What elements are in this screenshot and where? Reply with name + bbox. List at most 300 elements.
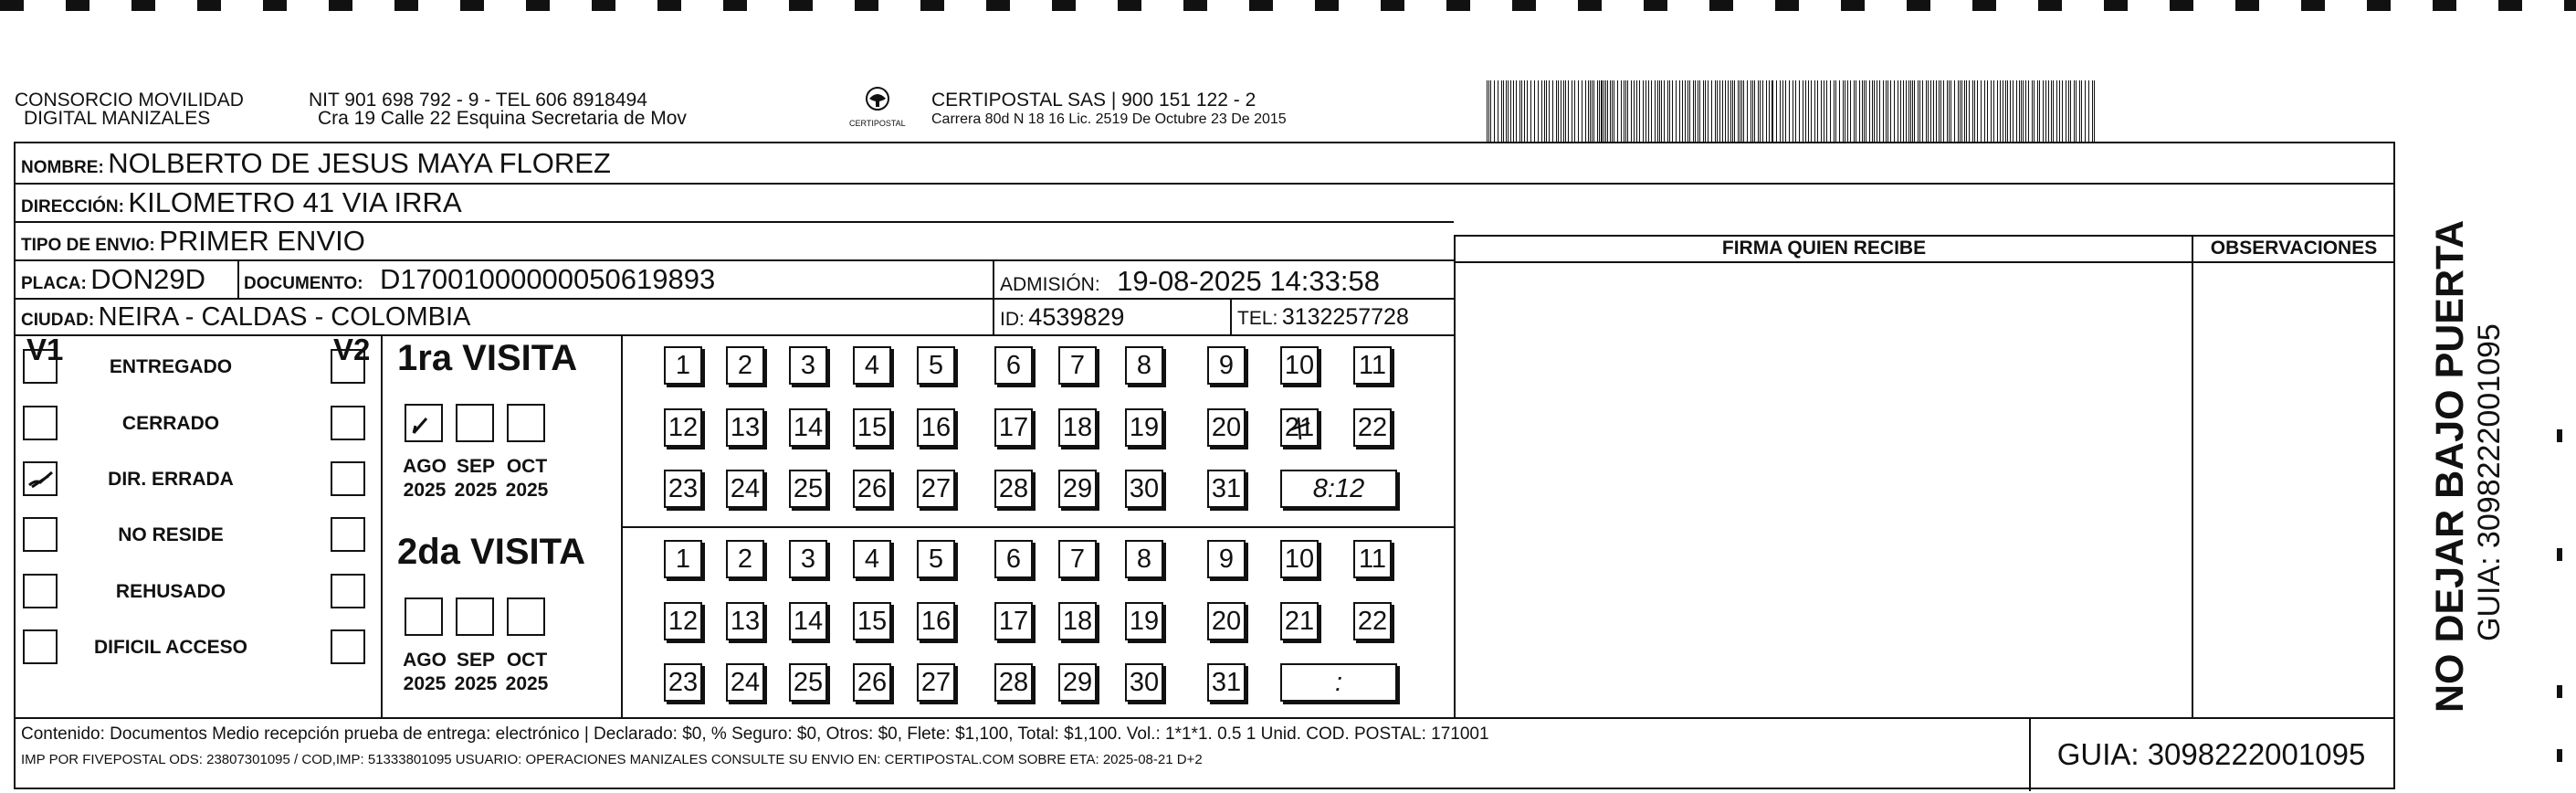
barcode-bar [1669, 80, 1670, 143]
first-visit-day-box[interactable]: 17 [994, 408, 1033, 447]
barcode-bar [2007, 80, 2008, 143]
barcode-bar [1667, 80, 1668, 143]
placa-value: DON29D [90, 263, 205, 295]
tel-label: TEL: [1237, 308, 1278, 329]
second-visit-day-box[interactable]: 22 [1353, 602, 1392, 640]
first-visit-day-box[interactable]: 7 [1058, 346, 1097, 385]
barcode-bar [1672, 80, 1673, 143]
first-visit-day-box[interactable]: 2 [726, 346, 764, 385]
barcode-bar [1631, 80, 1632, 143]
barcode-bar [1588, 80, 1589, 143]
barcode-bar [1926, 80, 1927, 143]
barcode-bar [1703, 80, 1704, 143]
tipo-envio-row [21, 223, 365, 265]
barcode-bar [1814, 80, 1815, 143]
first-visit-day-box[interactable]: 21 [1280, 408, 1319, 447]
barcode-bar [1930, 80, 1931, 143]
status-label: CERRADO [121, 413, 220, 434]
barcode-bar [1826, 80, 1827, 143]
footer-imp-line: IMP POR FIVEPOSTAL ODS: 23807301095 / COD,IMP: 51333801095 USUARIO: OPERACIONES MANIZALES CONSULTE SU ENVIO EN: CERTIPOSTAL.COM SOBRE ETA: 2025-08-21 D+2 [21, 752, 1203, 767]
barcode-bar [1593, 80, 1594, 143]
barcode-bar [2088, 80, 2089, 143]
barcode-bar [1563, 80, 1564, 143]
second-visit-day-box[interactable]: 2 [726, 540, 764, 578]
barcode-bar [1805, 80, 1806, 143]
barcode-bar [1643, 80, 1644, 143]
barcode-bar [1762, 80, 1763, 143]
first-visit-day-box[interactable]: 15 [853, 408, 891, 447]
barcode-bar [1541, 80, 1542, 143]
first-visit-day-box[interactable]: 6 [994, 346, 1033, 385]
barcode-bar [1958, 80, 1959, 143]
barcode-bar [1597, 80, 1598, 143]
barcode-bar [1682, 80, 1683, 143]
company-address: Cra 19 Calle 22 Esquina Secretaria de Mov [318, 108, 687, 129]
barcode-bar [1599, 80, 1600, 143]
placa-cell [21, 261, 205, 303]
barcode-bar [1627, 80, 1628, 143]
status-label: DIFICIL ACCESO [93, 637, 247, 658]
barcode-bar [1743, 80, 1744, 143]
barcode-bar [1603, 80, 1604, 143]
year-label: 2025 [454, 673, 498, 694]
month-label: SEP [456, 456, 496, 477]
barcode-bar [1685, 80, 1686, 143]
barcode-bar [1910, 80, 1911, 143]
barcode-bar [1969, 80, 1970, 143]
barcode-bar [1997, 80, 1998, 143]
barcode-bar [1993, 80, 1994, 143]
barcode-bar [2079, 80, 2080, 143]
first-visit-day-box[interactable]: 27 [917, 470, 955, 508]
barcode-bar [1722, 80, 1723, 143]
barcode-bar [2023, 80, 2024, 143]
second-visit-day-box[interactable]: 11 [1353, 540, 1392, 578]
month-label: AGO [403, 456, 447, 477]
barcode-bar [1590, 80, 1591, 143]
barcode-bar [1914, 80, 1915, 143]
barcode-bar [1605, 80, 1606, 143]
barcode-bar [1527, 80, 1528, 143]
barcode-bar [1894, 80, 1895, 143]
id-cell [1000, 299, 1124, 340]
barcode-bar [1556, 80, 1557, 143]
barcode-bar [1519, 80, 1520, 143]
barcode-bar [2019, 80, 2020, 143]
barcode-bar [1549, 80, 1550, 143]
side-warning: NO DEJAR BAJO PUERTA [2428, 219, 2472, 713]
first-visit-day-box[interactable]: 3 [789, 346, 827, 385]
barcode-bar [1799, 80, 1800, 143]
barcode-bar [1521, 80, 1522, 143]
month-label: OCT [506, 456, 548, 477]
barcode-bar [1717, 80, 1718, 143]
barcode-bar [2056, 80, 2057, 143]
second-visit-time-box[interactable]: : [1280, 663, 1397, 702]
barcode-bar [2005, 80, 2006, 143]
barcode-bar [1510, 80, 1511, 143]
barcode-bar [1808, 80, 1809, 143]
second-visit-day-box[interactable]: 10 [1280, 540, 1319, 578]
first-visit-day-box[interactable]: 9 [1207, 346, 1246, 385]
barcode-bar [2032, 80, 2033, 143]
tel-cell [1237, 299, 1409, 339]
status-label: DIR. ERRADA [108, 469, 234, 490]
first-visit-day-box[interactable]: 14 [789, 408, 827, 447]
barcode-bar [1991, 80, 1992, 143]
barcode-bar [2021, 80, 2022, 143]
second-visit-day-box[interactable]: 13 [726, 602, 764, 640]
barcode-bar [1874, 80, 1875, 143]
second-visit-day-box[interactable]: 21 [1280, 602, 1319, 640]
barcode-bar [1981, 80, 1982, 143]
barcode-bar [1695, 80, 1696, 143]
barcode-bar [1689, 80, 1690, 143]
year-label: 2025 [403, 673, 447, 694]
barcode-bar [2025, 80, 2026, 143]
barcode-bar [1661, 80, 1662, 143]
second-visit-day-box[interactable]: 25 [789, 663, 827, 702]
barcode-bar [2085, 80, 2086, 143]
barcode-bar [1887, 80, 1888, 143]
side-panel [2424, 219, 2534, 713]
barcode-bar [1664, 80, 1665, 143]
v2-checkbox[interactable] [331, 406, 365, 440]
second-visit-day-box[interactable]: 12 [664, 602, 702, 640]
first-visit-day-box[interactable]: 1 [664, 346, 702, 385]
first-visit-title: 1ra VISITA [397, 338, 578, 378]
barcode-bar [1574, 80, 1575, 143]
barcode-bar [1501, 80, 1502, 143]
first-visit-day-box[interactable]: 4 [853, 346, 891, 385]
barcode-bar [1538, 80, 1539, 143]
edge-mark [2557, 749, 2562, 762]
barcode-bar [1578, 80, 1579, 143]
barcode-bar [1752, 80, 1753, 143]
barcode-bar [1890, 80, 1891, 143]
barcode-bar [1922, 80, 1923, 143]
first-month-box[interactable] [507, 404, 545, 442]
v2-label: V2 [333, 333, 371, 366]
second-visit-day-box[interactable]: 20 [1207, 602, 1246, 640]
second-month-box[interactable] [405, 597, 443, 636]
first-visit-day-box[interactable]: 29 [1058, 470, 1097, 508]
first-visit-day-box[interactable]: 26 [853, 470, 891, 508]
barcode-bar [1839, 80, 1840, 143]
barcode-bar [1648, 80, 1649, 143]
id-value: 4539829 [1028, 303, 1125, 331]
barcode-bar [1854, 80, 1855, 143]
logo-caption: CERTIPOSTAL [849, 119, 906, 128]
first-visit-day-box[interactable]: 5 [917, 346, 955, 385]
second-visit-day-box[interactable]: 15 [853, 602, 891, 640]
barcode-bar [1906, 80, 1907, 143]
barcode-bar [1610, 80, 1611, 143]
first-visit-day-box[interactable]: 23 [664, 470, 702, 508]
second-visit-day-box[interactable]: 7 [1058, 540, 1097, 578]
year-label: 2025 [505, 480, 549, 501]
barcode-bar [2048, 80, 2049, 143]
barcode-bar [1883, 80, 1884, 143]
barcode-bar [2074, 80, 2075, 143]
barcode-bar [1645, 80, 1646, 143]
direccion-row [21, 185, 462, 227]
second-month-box[interactable] [507, 597, 545, 636]
second-visit-day-box[interactable]: 6 [994, 540, 1033, 578]
barcode-bar [1919, 80, 1920, 143]
barcode-bar [1835, 80, 1836, 143]
barcode-bar [2034, 80, 2035, 143]
barcode-bar [2016, 80, 2017, 143]
observaciones-label: OBSERVACIONES [2210, 238, 2378, 259]
nombre-row [21, 145, 611, 187]
footer-contenido: Contenido: Documentos Medio recepción prueba de entrega: electrónico | Declarado: $0, % Seguro: $0, Otros: $0, Flete: $1,100, Total: $1,100. Vol.: 1*1*1. 0.5 1 Unid. COD. POSTAL: 171001 [21, 724, 1489, 744]
first-visit-day-box[interactable]: 25 [789, 470, 827, 508]
barcode-bar [1987, 80, 1988, 143]
barcode-bar [1651, 80, 1652, 143]
first-visit-day-box[interactable]: 20 [1207, 408, 1246, 447]
barcode-bar [1558, 80, 1559, 143]
barcode-bar [1936, 80, 1937, 143]
second-visit-day-box[interactable]: 16 [917, 602, 955, 640]
barcode-bar [1782, 80, 1783, 143]
company-name-line1: CONSORCIO MOVILIDAD [15, 90, 244, 111]
first-visit-day-box[interactable]: 24 [726, 470, 764, 508]
barcode-bar [1886, 80, 1887, 143]
barcode-bar [1693, 80, 1694, 143]
month-label: SEP [456, 650, 496, 671]
barcode-bar [1879, 80, 1880, 143]
barcode-bar [2092, 80, 2093, 143]
edge-mark [2557, 548, 2562, 561]
barcode-bar [1585, 80, 1586, 143]
barcode-bar [2076, 80, 2077, 143]
barcode-bar [1488, 80, 1489, 143]
first-visit-day-box[interactable]: 13 [726, 408, 764, 447]
v2-checkbox[interactable] [331, 517, 365, 552]
barcode-bar [2039, 80, 2040, 143]
barcode [1487, 80, 2098, 143]
first-visit-day-box[interactable]: 19 [1125, 408, 1163, 447]
second-visit-day-box[interactable]: 1 [664, 540, 702, 578]
first-visit-day-box[interactable]: 18 [1058, 408, 1097, 447]
month-label: OCT [506, 650, 548, 671]
second-visit-day-box[interactable]: 9 [1207, 540, 1246, 578]
barcode-bar [1780, 80, 1781, 143]
documento-value: D17001000000050619893 [380, 263, 716, 295]
barcode-bar [1655, 80, 1656, 143]
barcode-bar [1592, 80, 1593, 143]
company-nit: NIT 901 698 792 - 9 - TEL 606 8918494 [309, 90, 647, 111]
barcode-bar [1508, 80, 1509, 143]
second-visit-day-box[interactable]: 31 [1207, 663, 1246, 702]
barcode-bar [1862, 80, 1863, 143]
ciudad-row [21, 299, 470, 340]
first-visit-day-box[interactable]: 10 [1280, 346, 1319, 385]
barcode-bar [1552, 80, 1553, 143]
barcode-bar [1601, 80, 1603, 143]
first-visit-day-box[interactable]: 8 [1125, 346, 1163, 385]
v2-checkbox[interactable] [331, 349, 365, 384]
barcode-bar [1869, 80, 1870, 143]
second-visit-day-box[interactable]: 30 [1125, 663, 1163, 702]
barcode-bar [2059, 80, 2060, 143]
barcode-bar [1544, 80, 1545, 143]
guia-box: GUIA: 3098222001095 [2056, 736, 2366, 771]
barcode-bar [1513, 80, 1514, 143]
side-guia: GUIA: 3098222001095 [2472, 323, 2507, 641]
second-visit-day-box[interactable]: 19 [1125, 602, 1163, 640]
certipostal-logo [849, 84, 906, 131]
second-visit-day-box[interactable]: 8 [1125, 540, 1163, 578]
second-month-box[interactable] [456, 597, 494, 636]
barcode-bar [1754, 80, 1755, 143]
first-visit-day-box[interactable]: 16 [917, 408, 955, 447]
barcode-bar [1817, 80, 1818, 143]
barcode-bar [1960, 80, 1961, 143]
barcode-bar [1940, 80, 1941, 143]
barcode-bar [2010, 80, 2011, 143]
barcode-bar [1621, 80, 1622, 143]
first-visit-day-box[interactable]: 11 [1353, 346, 1392, 385]
firma-label: FIRMA QUIEN RECIBE [1721, 238, 1927, 259]
check-mark-icon [406, 406, 441, 440]
barcode-bar [1607, 80, 1608, 143]
first-visit-day-box[interactable]: 31 [1207, 470, 1246, 508]
barcode-bar [1903, 80, 1904, 143]
barcode-bar [1966, 80, 1967, 143]
status-label: ENTREGADO [109, 356, 233, 377]
barcode-bar [2094, 80, 2095, 143]
barcode-bar [1705, 80, 1706, 143]
observaciones-area[interactable] [2194, 263, 2393, 715]
barcode-bar [1830, 80, 1831, 143]
first-visit-day-box[interactable]: 30 [1125, 470, 1163, 508]
tel-value: 3132257728 [1281, 304, 1409, 330]
direccion-value: KILOMETRO 41 VIA IRRA [128, 186, 462, 218]
status-label: REHUSADO [115, 581, 226, 602]
barcode-bar [2037, 80, 2038, 143]
barcode-bar [1568, 80, 1569, 143]
barcode-bar [1785, 80, 1786, 143]
barcode-bar [1964, 80, 1965, 143]
second-visit-day-box[interactable]: 29 [1058, 663, 1097, 702]
barcode-bar [2000, 80, 2001, 143]
admision-label: ADMISIÓN: [1000, 274, 1100, 295]
second-visit-day-box[interactable]: 27 [917, 663, 955, 702]
barcode-bar [1912, 80, 1913, 143]
barcode-bar [1949, 80, 1950, 143]
delivery-form [14, 142, 2395, 789]
direccion-label: DIRECCIÓN: [21, 197, 124, 217]
second-visit-day-box[interactable]: 24 [726, 663, 764, 702]
edge-mark [2557, 429, 2562, 442]
barcode-bar [1859, 80, 1860, 143]
barcode-bar [1928, 80, 1929, 143]
first-visit-day-box[interactable]: 28 [994, 470, 1033, 508]
second-visit-day-box[interactable]: 5 [917, 540, 955, 578]
barcode-bar [1977, 80, 1978, 143]
barcode-bar [2053, 80, 2054, 143]
barcode-bar [1864, 80, 1865, 143]
second-visit-day-box[interactable]: 14 [789, 602, 827, 640]
barcode-bar [1487, 80, 1488, 143]
barcode-bar [1961, 80, 1962, 143]
ciudad-value: NEIRA - CALDAS - COLOMBIA [98, 302, 471, 332]
second-visit-day-box[interactable]: 26 [853, 663, 891, 702]
v2-checkbox[interactable] [331, 574, 365, 608]
barcode-bar [1506, 80, 1507, 143]
barcode-bar [1947, 80, 1948, 143]
barcode-bar [1490, 80, 1491, 143]
barcode-bar [2070, 80, 2071, 143]
second-visit-day-box[interactable]: 3 [789, 540, 827, 578]
barcode-bar [1730, 80, 1731, 143]
barcode-bar [1972, 80, 1973, 143]
barcode-bar [1950, 80, 1951, 143]
admision-value: 19-08-2025 14:33:58 [1117, 265, 1380, 297]
first-visit-time-box[interactable]: 8:12 [1280, 470, 1397, 508]
barcode-bar [1546, 80, 1547, 143]
barcode-bar [1747, 80, 1748, 143]
barcode-bar [1524, 80, 1525, 143]
barcode-bar [1776, 80, 1777, 143]
barcode-bar [1534, 80, 1535, 143]
barcode-bar [1821, 80, 1822, 143]
v2-checkbox[interactable] [331, 629, 365, 664]
documento-cell [244, 261, 715, 303]
barcode-bar [1760, 80, 1761, 143]
barcode-bar [1734, 80, 1735, 143]
barcode-bar [1617, 80, 1618, 143]
second-visit-day-box[interactable]: 28 [994, 663, 1033, 702]
barcode-bar [1789, 80, 1790, 143]
barcode-bar [1679, 80, 1680, 143]
second-visit-day-box[interactable]: 23 [664, 663, 702, 702]
v2-checkbox[interactable] [331, 461, 365, 496]
nombre-label: NOMBRE: [21, 158, 104, 177]
courier-address: Carrera 80d N 18 16 Lic. 2519 De Octubre 23 De 2015 [931, 111, 1287, 127]
firma-area[interactable] [1456, 263, 2192, 715]
barcode-bar [1634, 80, 1635, 143]
barcode-bar [1639, 80, 1640, 143]
barcode-bar [1708, 80, 1709, 143]
year-label: 2025 [454, 480, 498, 501]
barcode-bar [1795, 80, 1796, 143]
ciudad-label: CIUDAD: [21, 311, 95, 330]
year-label: 2025 [505, 673, 549, 694]
first-month-box[interactable] [456, 404, 494, 442]
barcode-bar [1612, 80, 1613, 143]
company-name-line2: DIGITAL MANIZALES [24, 108, 211, 129]
first-visit-day-box[interactable]: 12 [664, 408, 702, 447]
second-visit-day-box[interactable]: 17 [994, 602, 1033, 640]
first-month-box[interactable] [405, 404, 443, 442]
second-visit-day-box[interactable]: 18 [1058, 602, 1097, 640]
barcode-bar [1711, 80, 1712, 143]
barcode-bar [2081, 80, 2082, 143]
first-visit-day-box[interactable]: 22 [1353, 408, 1392, 447]
second-visit-day-box[interactable]: 4 [853, 540, 891, 578]
barcode-bar [1811, 80, 1812, 143]
barcode-bar [2028, 80, 2029, 143]
barcode-bar [1908, 80, 1909, 143]
barcode-bar [1933, 80, 1934, 143]
header [0, 0, 2576, 142]
barcode-bar [1766, 80, 1767, 143]
barcode-bar [1625, 80, 1626, 143]
barcode-bar [1732, 80, 1733, 143]
